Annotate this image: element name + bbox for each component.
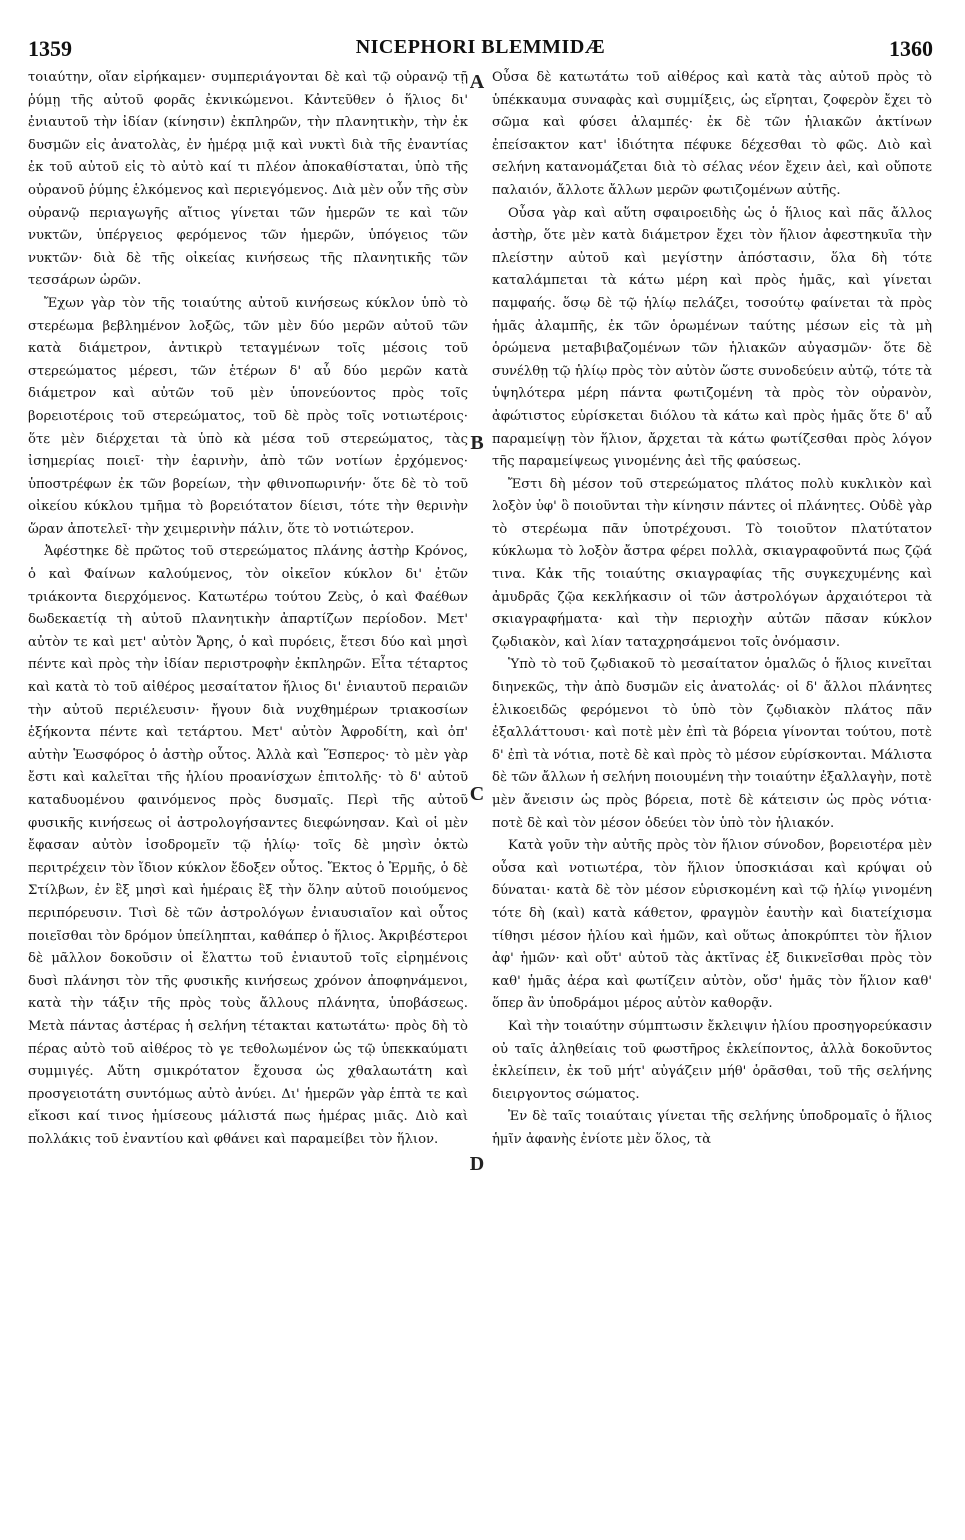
- left-column: [28, 67, 468, 1152]
- page-number-right: 1360: [889, 36, 933, 61]
- margin-marker-d: D: [469, 1153, 485, 1175]
- right-paragraph-3: Ἔστι δὴ μέσον τοῦ στερεώματος πλάτος πολὺ κυκλικὸν καὶ λοξὸν ὑφ' ὃ ποιοῦνται τὴν κίνησιν πάντες οἱ πλάνητες. Οὐδὲ γὰρ τὸ στερέωμα πᾶν ὑποτρέχουσι. Τὸ τοιοῦτον πλατύτατον κύκλωμα τὸ λοξὸν ἄστρα φέρει πολλὰ, σκιαγραφοῦντά πως ζῷά τινα. Κἀκ τῆς τοιαύτης σκιαγραφίας τῆς συγκεχυμένης καὶ ἀμυδρᾶς ζῷα κεκλήκασιν οἱ τῶν ἀστρολόγων ἀρχαιότεροι τὰ σκιαγραφήματα· καὶ τὴν περιοχὴν αὐτῶν πᾶσαν κύκλον ζῳδιακὸν, καὶ λίαν ταταχρησάμενοι τοῖς ὀνόμασιν.: [492, 476, 932, 650]
- right-paragraph-1: Οὖσα δὲ κατωτάτω τοῦ αἰθέρος καὶ κατὰ τὰς αὐτοῦ πρὸς τὸ ὑπέκκαυμα συναφὰς καὶ συμμίξεις, ὡς εἴρηται, ζοφερὸν ἔχει τὸ σῶμα καὶ φύσει ἀλαμπές· ἐκ δὲ τῶν ἡλιακῶν ἀκτίνων ἐπείσακτον κατ' ἰδιότητα πέφυκε δέχεσθαι τὸ φῶς. Διὸ καὶ σελήνη κατανομάζεται διὰ τὸ σέλας νέον ἔχειν ἀεὶ, καὶ οὔποτε παλαιόν, ἄλλοτε ἄλλων μερῶν φωτιζομένων αὐτῆς.: [492, 70, 932, 198]
- right-column: [492, 67, 932, 1152]
- left-paragraph-3: Ἀφέστηκε δὲ πρῶτος τοῦ στερεώματος πλάνης ἀστὴρ Κρόνος, ὁ καὶ Φαίνων καλούμενος, τὸν οἰκεῖον κύκλον δι' ἐτῶν τριάκοντα διερχόμενος. Κατωτέρω τούτου Ζεὺς, ὁ καὶ Φαέθων δωδεκαετίᾳ τὴ αὐτοῦ πλανητικὴν ἀπαρτίζων περίοδον. Μετ' αὐτὸν τε καὶ μετ' αὐτὸν Ἄρης, ὁ καὶ πυρόεις, ἔτεσι δύο καὶ μησὶ πέντε καὶ πρὸς τὴν ἰδίαν περιστροφὴν ἐκπληρῶν. Εἶτα τέταρτος καὶ κατὰ τὸ τοῦ αἰθέρος μεσαίτατον ἥλιος δι' ἐνιαυτοῦ περαιῶν τὴν αὐτοῦ περιέλευσιν· ἤγουν διὰ νυχθημέρων τριακοσίων ἑξήκοντα πέντε καὶ τετάρτου. Μετ' αὐτὸν Ἀφροδίτη, καὶ ὀπ' αὐτὴν Ἑωσφόρος ὁ ἀστὴρ οὗτος. Ἀλλὰ καὶ Ἕσπερος· τὸ μὲν γὰρ ἔστι καὶ καλεῖται τῆς ἡλίου προανίσχων ἐπιτολῆς· τὸ δ' αὐτοῦ καταδυομένου φαινόμενος πρὸς δυσμαῖς. Περὶ τῆς αὐτοῦ φυσικῆς κινήσεως οἱ ἀστρολογήσαντες διεφώνησαν. Καὶ οἱ μὲν ἔφασαν αὐτὸν ἰσοδρομεῖν τῷ ἡλίῳ· τοῖς δὲ μησὶν ὀκτὼ περιτρέχειν τὸν ἴδιον κύκλον ἔδοξεν οὗτος. Ἔκτος ὁ Ἑρμῆς, ὁ δὲ Στίλβων, ἐν ἓξ μησὶ καὶ ἡμέραις ἓξ τὴν ὅλην αὐτοῦ ποιούμενος περιπόρευσιν. Τισὶ δὲ τῶν ἀστρολόγων ἐνιαυσιαῖον καὶ οὗτος ποιεῖσθαι τὸν δρόμον ὑπείληπται, καθάπερ ὁ ἥλιος. Ἀκριβέστεροι δὲ μᾶλλον δοκοῦσιν οἱ ἔλαττω τοῦ ἐνιαυτοῦ τοῖς εἰρημένοις δυσὶ πλάνησι τὸν τῆς φυσικῆς κινήσεως χρόνον ἀποφηνάμενοι, κατὰ τὴν τάξιν τῆς πρὸς τοὺς ἄλλους πλάνητα, ὑποβάσεως. Μετὰ πάντας ἀστέρας ἡ σελήνη τέτακται κατωτάτω· πρὸς δὴ τὸ πέρας αὐτὸ τοῦ αἰθέρος τὸ γε τεθολωμένον ὡς τῷ ὑπεκκαύματι συμμιγές. Αὕτη σμικρότατον ἔχουσα ὡς χθαλαωτάτη καὶ προσγειοτάτη συντόμως αὐτὸ ἀνύει. Δι' ἡμερῶν γὰρ ἑπτὰ τε καὶ εἴκοσι καί τινος ἡμίσεους μάλιστά πως ἡμέρας μιᾶς. Διὸ καὶ πολλάκις τοῦ ἐναντίου καὶ φθάνει καὶ παραμείβει τὸν ἥλιον.: [28, 544, 468, 1147]
- right-paragraph-7: Ἐν δὲ ταῖς τοιαύταις γίνεται τῆς σελήνης ὑποδρομαῖς ὁ ἥλιος ἡμῖν ἀφανὴς ἐνίοτε μὲν ὅλος, τὰ: [492, 1109, 932, 1147]
- margin-marker-b: B: [470, 432, 484, 454]
- margin-marker-a: A: [469, 71, 485, 93]
- page-header: [28, 36, 933, 62]
- left-paragraph-1: τοιαύτην, οἵαν εἰρήκαμεν· συμπεριάγονται δὲ καὶ τῷ οὐρανῷ τῇ ῥύμῃ τῆς αὐτοῦ φορᾶς ἐκνικώμενοι. Κἀντεῦθεν ὁ ἥλιος δι' ἐνιαυτοῦ τὴν ἰδίαν (κίνησιν) ἐκπληρῶν, τὴν πλανητικὴν, τὴν ἐκ δυσμῶν εἰς ἀνατολὰς, ἐν ἡμέρᾳ μιᾷ καὶ νυκτὶ διὰ τῆς ἐναντίας ἐκ τοῦ αὐτοῦ εἰς τὸ αὐτὸ καί τι πλέον ἀποκαθίσταται, ὑπὸ τῆς οὐρανοῦ ῥύμης ἑλκόμενος καὶ περιεγόμενος. Διὰ μὲν οὖν τῆς σὺν οὐρανῷ περιαγωγῆς αἴτιος γίνεται τῶν ἡμερῶν τε καὶ τῶν νυκτῶν, ὑπέργειος φερόμενος τῶν ἡμερῶν, ὑπόγειος τῶν νυκτῶν· διὰ δὲ τῆς οἰκείας κινήσεως τῆς πλανητικῆς τῶν τεσσάρων ὡρῶν.: [28, 70, 468, 289]
- right-paragraph-6: Καὶ τὴν τοιαύτην σύμπτωσιν ἔκλειψιν ἡλίου προσηγορεύκασιν οὐ ταῖς ἀληθείαις τοῦ φωστῆρος ἐκλείποντος, ἀλλὰ δοκοῦντος ἐκλείπειν, ἐκ τοῦ μήτ' αὐγάζειν μήθ' ὁρᾶσθαι, τοῦ τῆς σελήνης διειργοντος σώματος.: [492, 1018, 932, 1102]
- left-paragraph-2: Ἔχων γὰρ τὸν τῆς τοιαύτης αὐτοῦ κινήσεως κύκλον ὑπὸ τὸ στερέωμα βεβλημένον λοξῶς, τῶν μὲν δύο μερῶν αὐτοῦ τῶν κατὰ διάμετρον, ἀντικρὺ τεταγμένων τοῖς μέσοις τοῦ στερεώματος μέρεσι, τῶν ἑτέρων δ' αὖ δύο μερῶν κατὰ διάμετρον καὶ αὐτῶν τοῦ μὲν ὑπονεύοντος πρὸς τοῖς βορειοτέροις τοῦ στερεώματος, τοῦ δὲ πρὸς τοῖς νοτιωτέροις· ὅτε μὲν διέρχεται τὰ ὑπὸ κὰ μέσα τοῦ στερεώματος, τὰς ἰσημερίας ποιεῖ· τὴν ἐαρινὴν, ἀπὸ τῶν νοτίων ἐρχόμενος· ὑποστρέφων ἐκ τῶν βορείων, τὴν φθινοπωρινήν· ὅτε δὲ τὸ τοῦ οἰκείου κύκλου τμῆμα τὸ βορειότατον δίεισι, τότε τὴν θερινὴν ὥραν ἀποτελεῖ· τὴν χειμερινὴν πάλιν, ὅτε τὸ νοτιώτερον.: [28, 295, 468, 537]
- margin-marker-c: C: [469, 783, 485, 805]
- right-paragraph-4: Ὑπὸ τὸ τοῦ ζῳδιακοῦ τὸ μεσαίτατον ὁμαλῶς ὁ ἥλιος κινεῖται διηνεκῶς, τὴν ἀπὸ δυσμῶν εἰς ἀνατολάς· οἱ δ' ἄλλοι πλάνητες ἑλικοειδῶς φερόμενοι τὸ ὑπὸ τὸν ζῳδιακὸν πλάτος πᾶν ἐξαλλάττουσι· καὶ ποτὲ μὲν ἐπὶ τὰ βόρεια γίνονται τούτου, ποτὲ δ' ἐπὶ τὰ νότια, ποτὲ δὲ καὶ πρὸς τὸ μέσον εὑρίσκονται. Μάλιστα δὲ τῶν ἄλλων ἡ σελήνη ποιουμένη τὴν τοιαύτην ἐξαλλαγὴν, ποτὲ μὲν ἄνεισιν ὡς πρὸς βόρεια, ποτὲ δὲ κάτεισιν ὡς πρὸς νότια· ποτὲ δὲ καὶ τὸν μέσον ὁδεύει τὸν ὑπὸ τὸν ἡλιακόν.: [492, 657, 932, 831]
- running-title: NICEPHORI BLEMMIDÆ: [355, 36, 606, 58]
- right-paragraph-2: Οὖσα γὰρ καὶ αὕτη σφαιροειδὴς ὡς ὁ ἥλιος καὶ πᾶς ἄλλος ἀστὴρ, ὅτε μὲν κατὰ διάμετρον ἔχει τὸν ἥλιον ἀφεστηκυῖα τὴν πλείστην αὐτοῦ καὶ μεγίστην ἀπόστασιν, ὅλα δὴ τότε καταλάμπεται τὰ κάτω μέρη καὶ πρὸς ἡμᾶς, καὶ γίνεται παμφαής. ὅσῳ δὲ τῷ ἡλίῳ πελάζει, τοσούτῳ φαίνεται τὰ πρὸς ἡμᾶς ἀλαμπῆς, ἐκ τῶν ὁρωμένων ταύτης μέσων εἰς τὰ μὴ ὁρώμενα μεταβιβαζομένων τῶν ἡλιακῶν αὐγασμῶν· ὅτε δὲ συνέλθῃ τῷ ἡλίῳ πρὸς τὸν αὐτὸν ὥστε συνοδεύειν αὐτῷ, τότε τὰ ὑψηλότερα μέρη πάντα φωτιζομένη τὰ πρὸς τὸν οὐρανὸν, ἀφώτιστος εὑρίσκεται διόλου τὰ κάτω καὶ πρὸς ἡμᾶς ὅτε δ' αὖ παραμείψῃ τὸν ἥλιον, ἄρχεται τὰ κάτω φωτίζεσθαι πρὸς λόγον τῆς παραμείψεως γινομένης ἀεὶ τῆς φαύσεως.: [492, 205, 932, 470]
- right-paragraph-5: Κατὰ γοῦν τὴν αὐτῆς πρὸς τὸν ἥλιον σύνοδον, βορειοτέρα μὲν οὖσα καὶ νοτιωτέρα, τὸν ἥλιον ὑποσκιάσαι καὶ κρύψαι οὐ δύναται· κατὰ δὲ τὸν μέσον εὑρισκομένη καὶ τῷ ἡλίῳ γινομένη τότε δὴ (καὶ) κατὰ κάθετον, φραγμὸν ἑαυτὴν καὶ διατείχισμα τίθησι μέσον ἡλίου καὶ ἡμῶν, καὶ οὕτως ἀποκρύπτει τὸν ἥλιον ἀφ' ἡμῶν· καὶ οὔτ' αὐτοῦ τὰς ἀκτῖνας ἐξ διικνεῖσθαι πρὸς τὸν καθ' ἡμᾶς ἀέρα καὶ φωτίζειν αὐτὸν, οὔσ' ἡμᾶς τὸν ἥλιον καθ' ὅπερ ἂν ὑποδράμοι μέρος αὐτὸν καθορᾷν.: [492, 838, 932, 1012]
- page-number-left: 1359: [28, 36, 72, 61]
